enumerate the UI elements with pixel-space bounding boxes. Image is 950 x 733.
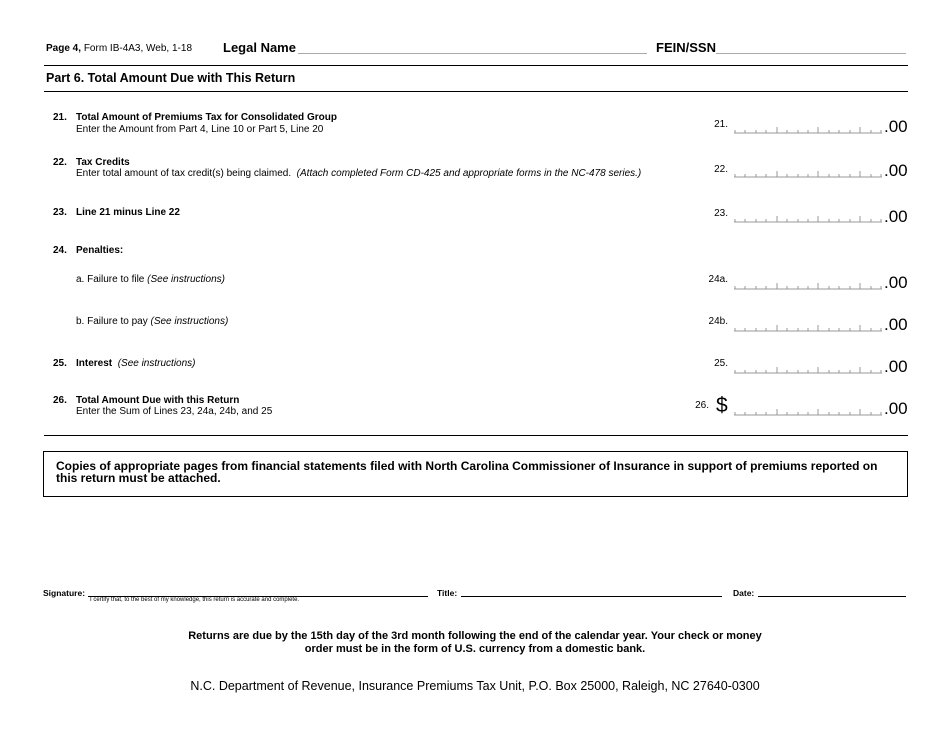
- dollar-sign: $: [716, 394, 728, 417]
- line-23-field-label: 23.: [714, 208, 728, 219]
- due-date-notice: Returns are due by the 15th day of the 3rd month following the end of the calendar year. Your check or money order must be in the form of U.S. currency from a domestic bank.: [188, 630, 762, 655]
- line-23-title: Line 21 minus Line 22: [76, 207, 180, 218]
- line-24b-cents: .00: [884, 315, 908, 334]
- department-address: N.C. Department of Revenue, Insurance Premiums Tax Unit, P.O. Box 25000, Raleigh, NC 27640-0300: [190, 679, 760, 693]
- line-24a-cents: .00: [884, 273, 908, 292]
- line-23-number: 23.: [53, 207, 67, 218]
- line-22-amount-field[interactable]: [734, 168, 882, 178]
- legal-name-field[interactable]: [298, 53, 647, 54]
- line-21-description: Enter the Amount from Part 4, Line 10 or Part 5, Line 20: [76, 124, 324, 135]
- divider: [44, 435, 908, 436]
- page-number: Page 4, Form IB-4A3, Web, 1-18: [46, 43, 193, 54]
- line-24a-label: a. Failure to file (See instructions): [76, 274, 225, 285]
- fein-ssn-field[interactable]: [716, 53, 906, 54]
- line-22-cents: .00: [884, 161, 908, 180]
- line-24b-label: b. Failure to pay (See instructions): [76, 316, 229, 327]
- divider: [44, 91, 908, 92]
- title-label: Title:: [437, 588, 458, 598]
- line-22-field-label: 22.: [714, 164, 728, 175]
- line-21-title: Total Amount of Premiums Tax for Consolidated Group: [76, 112, 337, 123]
- line-25-number: 25.: [53, 358, 67, 369]
- line-26-description: Enter the Sum of Lines 23, 24a, 24b, and 25: [76, 406, 273, 417]
- line-21-cents: .00: [884, 117, 908, 136]
- line-22-description: Enter total amount of tax credit(s) being claimed. (Attach completed Form CD-425 and appropriate forms in the NC-478 series.): [76, 168, 642, 179]
- line-24-number: 24.: [53, 245, 67, 256]
- line-22-title: Tax Credits: [76, 157, 130, 168]
- signature-label: Signature:: [43, 588, 86, 598]
- part-title: Part 6. Total Amount Due with This Return: [46, 71, 296, 85]
- certify-statement: I certify that, to the best of my knowledge, this return is accurate and complete.: [90, 597, 300, 603]
- line-23-cents: .00: [884, 207, 908, 226]
- line-24a-field-label: 24a.: [708, 274, 728, 285]
- date-field[interactable]: [758, 596, 906, 597]
- title-field[interactable]: [461, 596, 722, 597]
- legal-name-label: Legal Name: [223, 40, 296, 55]
- attachment-notice: Copies of appropriate pages from financial statements filed with North Carolina Commissioner of Insurance in support of premiums reported on this return must be attached.: [43, 451, 908, 497]
- line-21-field-label: 21.: [714, 119, 728, 130]
- fein-ssn-label: FEIN/SSN: [656, 40, 716, 55]
- date-label: Date:: [733, 588, 755, 598]
- line-26-number: 26.: [53, 395, 67, 406]
- line-24a-amount-field[interactable]: [734, 280, 882, 290]
- divider: [44, 65, 908, 66]
- line-21-number: 21.: [53, 112, 67, 123]
- line-24b-field-label: 24b.: [708, 316, 728, 327]
- line-26-field-label: 26.: [695, 400, 709, 411]
- line-25-label: Interest (See instructions): [76, 358, 196, 369]
- line-26-cents: .00: [884, 399, 908, 418]
- line-25-field-label: 25.: [714, 358, 728, 369]
- line-24-title: Penalties:: [76, 245, 124, 256]
- line-21-amount-field[interactable]: [734, 124, 882, 134]
- line-24b-amount-field[interactable]: [734, 322, 882, 332]
- line-25-amount-field[interactable]: [734, 364, 882, 374]
- line-26-amount-field[interactable]: [734, 406, 882, 416]
- line-25-cents: .00: [884, 357, 908, 376]
- line-22-number: 22.: [53, 157, 67, 168]
- line-26-title: Total Amount Due with this Return: [76, 395, 240, 406]
- form-id: Form IB-4A3, Web, 1-18: [83, 43, 193, 54]
- line-23-amount-field[interactable]: [734, 213, 882, 223]
